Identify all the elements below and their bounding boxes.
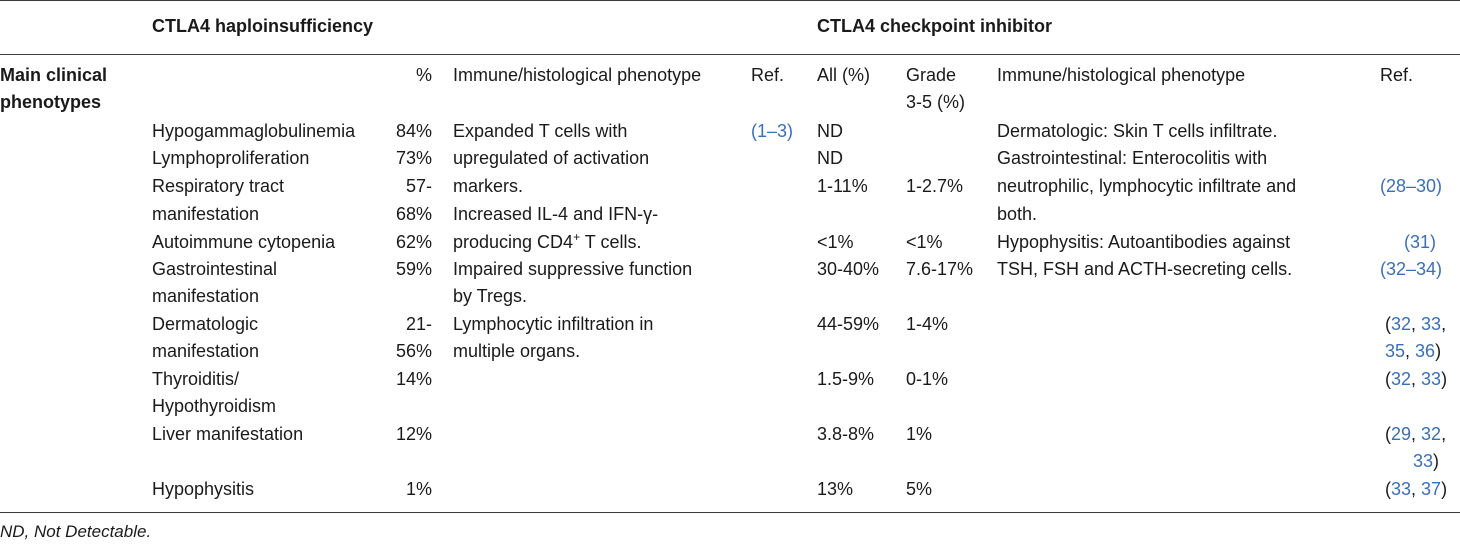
haplo-percent: 12%	[395, 424, 432, 444]
row-label-phenotypes: phenotypes	[0, 92, 102, 112]
inhibitor-immune-text: both.	[997, 204, 1038, 224]
citation-link-inhibitor[interactable]: 32	[1391, 369, 1412, 389]
citation-link-inhibitor[interactable]: 37	[1421, 479, 1442, 499]
haplo-percent: 57-	[405, 176, 432, 196]
citation-link-inhibitor[interactable]: 32	[1421, 424, 1442, 444]
citation-punct: )	[1441, 479, 1448, 499]
inhibitor-all-percent: ND	[817, 121, 843, 141]
haplo-immune-text: markers.	[453, 176, 524, 196]
citation-group-inhibitor	[1385, 366, 1447, 393]
citation-punct: ,	[1441, 314, 1447, 334]
phenotype-name: Thyroiditis/	[152, 369, 240, 389]
citation-link-inhibitor[interactable]: 36	[1415, 341, 1436, 361]
citation-punct: (	[1385, 479, 1391, 499]
citation-punct: )	[1435, 341, 1442, 361]
top-rule	[0, 0, 1460, 1]
cd4-superscript: +	[573, 230, 581, 244]
phenotype-name: Gastrointestinal	[152, 259, 278, 279]
haplo-immune-text: multiple organs.	[453, 341, 581, 361]
citation-group-inhibitor	[1385, 338, 1441, 365]
citation-link-inhibitor[interactable]: (28–30)	[1380, 176, 1443, 196]
citation-punct: ,	[1441, 424, 1447, 444]
haplo-immune-text: Lymphocytic infiltration in	[453, 314, 654, 334]
col-header-immune-left: Immune/histological phenotype	[453, 65, 702, 85]
haplo-percent: 1%	[405, 479, 432, 499]
haplo-immune-text: Increased IL-4 and IFN-γ-	[453, 204, 659, 224]
citation-punct: )	[1433, 451, 1440, 471]
col-header-grade: Grade	[906, 65, 957, 85]
phenotype-name: Hypothyroidism	[152, 396, 277, 416]
phenotype-name: Hypogammaglobulinemia	[152, 121, 356, 141]
phenotype-name: Autoimmune cytopenia	[152, 232, 336, 252]
haplo-immune-text: by Tregs.	[453, 286, 528, 306]
citation-group-inhibitor	[1413, 448, 1439, 475]
citation-punct: (	[1385, 314, 1391, 334]
group-header-haploinsufficiency: CTLA4 haploinsufficiency	[152, 16, 374, 36]
haplo-immune-text: Expanded T cells with	[453, 121, 628, 141]
col-header-all-percent: All (%)	[817, 65, 870, 85]
citation-punct: (	[1385, 369, 1391, 389]
cd4-label: producing CD4	[453, 232, 574, 252]
haplo-immune-text: Impaired suppressive function	[453, 259, 693, 279]
col-header-ref-right: Ref.	[1380, 65, 1414, 85]
col-header-ref-left: Ref.	[751, 65, 785, 85]
phenotype-name: Liver manifestation	[152, 424, 304, 444]
inhibitor-grade-percent: 1-4%	[906, 314, 949, 334]
citation-link-inhibitor[interactable]: 29	[1391, 424, 1412, 444]
haplo-immune-text-cd4	[453, 229, 641, 256]
phenotype-name: manifestation	[152, 341, 260, 361]
haplo-percent: 14%	[395, 369, 432, 389]
citation-group-inhibitor	[1385, 311, 1446, 338]
citation-link-inhibitor[interactable]: 32	[1391, 314, 1412, 334]
inhibitor-immune-text: neutrophilic, lymphocytic infiltrate and	[997, 176, 1297, 196]
phenotype-name: Hypophysitis	[152, 479, 255, 499]
citation-punct: ,	[1411, 424, 1422, 444]
citation-punct: (	[1385, 424, 1391, 444]
haplo-percent: 62%	[395, 232, 432, 252]
citation-link-inhibitor[interactable]: 33	[1413, 451, 1434, 471]
citation-group-inhibitor	[1385, 476, 1447, 503]
haplo-percent: 21-	[405, 314, 432, 334]
group-header-checkpoint-inhibitor: CTLA4 checkpoint inhibitor	[817, 16, 1053, 36]
inhibitor-all-percent: 1.5-9%	[817, 369, 875, 389]
phenotype-name: Lymphoproliferation	[152, 148, 310, 168]
haplo-percent: 59%	[395, 259, 432, 279]
inhibitor-immune-text: Dermatologic: Skin T cells infiltrate.	[997, 121, 1278, 141]
citation-group-inhibitor	[1385, 421, 1446, 448]
phenotype-name: manifestation	[152, 204, 260, 224]
col-header-percent: %	[415, 65, 432, 85]
inhibitor-all-percent: 1-11%	[817, 176, 868, 196]
phenotype-name: manifestation	[152, 286, 260, 306]
phenotype-name: Respiratory tract	[152, 176, 285, 196]
inhibitor-grade-percent: 5%	[906, 479, 933, 499]
citation-link-inhibitor[interactable]: (31)	[1404, 232, 1437, 252]
inhibitor-all-percent: 30-40%	[817, 259, 880, 279]
phenotype-name: Dermatologic	[152, 314, 259, 334]
inhibitor-all-percent: 3.8-8%	[817, 424, 875, 444]
cd4-tail: T cells.	[580, 232, 642, 252]
inhibitor-grade-percent: 1-2.7%	[906, 176, 964, 196]
citation-punct: )	[1441, 369, 1448, 389]
citation-punct: ,	[1411, 479, 1422, 499]
inhibitor-grade-percent: <1%	[906, 232, 943, 252]
inhibitor-grade-percent: 0-1%	[906, 369, 949, 389]
inhibitor-immune-text: Gastrointestinal: Enterocolitis with	[997, 148, 1268, 168]
haplo-percent: 73%	[395, 148, 432, 168]
citation-link-haplo[interactable]: (1–3)	[751, 121, 794, 141]
inhibitor-immune-text: Hypophysitis: Autoantibodies against	[997, 232, 1291, 252]
col-header-immune-right: Immune/histological phenotype	[997, 65, 1246, 85]
table-footnote: ND, Not Detectable.	[0, 522, 152, 541]
col-header-grade-range: 3-5 (%)	[906, 92, 966, 112]
inhibitor-all-percent: <1%	[817, 232, 854, 252]
citation-link-inhibitor[interactable]: 35	[1385, 341, 1406, 361]
haplo-percent: 56%	[395, 341, 432, 361]
inhibitor-all-percent: 13%	[817, 479, 854, 499]
citation-link-inhibitor[interactable]: 33	[1391, 479, 1412, 499]
citation-link-inhibitor[interactable]: 33	[1421, 369, 1442, 389]
inhibitor-grade-percent: 7.6-17%	[906, 259, 974, 279]
haplo-immune-text: upregulated of activation	[453, 148, 650, 168]
inhibitor-immune-text: TSH, FSH and ACTH-secreting cells.	[997, 259, 1293, 279]
bottom-rule	[0, 512, 1460, 513]
inhibitor-all-percent: 44-59%	[817, 314, 880, 334]
citation-punct: ,	[1411, 314, 1422, 334]
inhibitor-grade-percent: 1%	[906, 424, 933, 444]
haplo-percent: 68%	[395, 204, 432, 224]
haplo-percent: 84%	[395, 121, 432, 141]
citation-punct: ,	[1405, 341, 1416, 361]
citation-link-inhibitor[interactable]: 33	[1421, 314, 1442, 334]
inhibitor-all-percent: ND	[817, 148, 843, 168]
header-rule	[0, 54, 1460, 55]
citation-link-inhibitor[interactable]: (32–34)	[1380, 259, 1443, 279]
citation-punct: ,	[1411, 369, 1422, 389]
row-label-main-clinical: Main clinical	[0, 65, 108, 85]
